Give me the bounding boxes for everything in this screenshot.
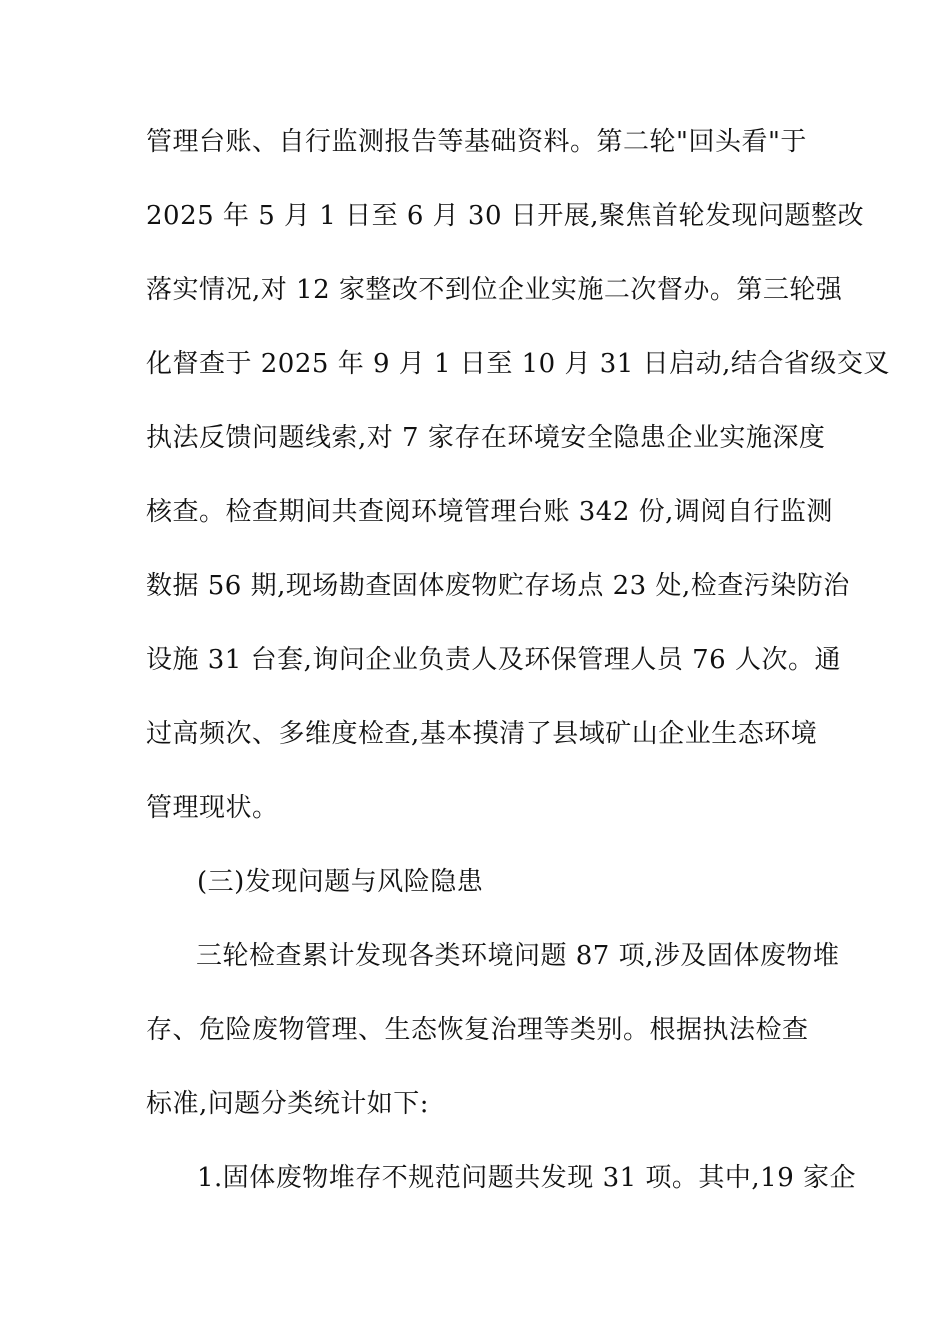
paragraph-line: 落实情况,对 12 家整改不到位企业实施二次督办。第三轮强 <box>146 275 843 305</box>
paragraph-line: 标准,问题分类统计如下: <box>146 1089 430 1119</box>
paragraph-line: 存、危险废物管理、生态恢复治理等类别。根据执法检查 <box>146 1015 809 1045</box>
paragraph-line: 执法反馈问题线索,对 7 家存在环境安全隐患企业实施深度 <box>146 423 826 453</box>
paragraph-line: 2025 年 5 月 1 日至 6 月 30 日开展,聚焦首轮发现问题整改 <box>146 201 865 231</box>
paragraph-line: 数据 56 期,现场勘查固体废物贮存场点 23 处,检查污染防治 <box>146 571 850 601</box>
section-heading: (三)发现问题与风险隐患 <box>197 867 484 897</box>
paragraph-line: 三轮检查累计发现各类环境问题 87 项,涉及固体废物堆 <box>196 941 840 971</box>
paragraph-line: 化督查于 2025 年 9 月 1 日至 10 月 31 日启动,结合省级交叉 <box>146 349 890 379</box>
paragraph-line: 核查。检查期间共查阅环境管理台账 342 份,调阅自行监测 <box>146 497 833 527</box>
paragraph-line: 过高频次、多维度检查,基本摸清了县域矿山企业生态环境 <box>146 719 818 749</box>
list-item: 1.固体废物堆存不规范问题共发现 31 项。其中,19 家企 <box>197 1163 857 1193</box>
paragraph-line: 管理现状。 <box>146 793 279 823</box>
paragraph-line: 设施 31 台套,询问企业负责人及环保管理人员 76 人次。通 <box>146 645 841 675</box>
paragraph-line: 管理台账、自行监测报告等基础资料。第二轮"回头看"于 <box>146 127 807 157</box>
